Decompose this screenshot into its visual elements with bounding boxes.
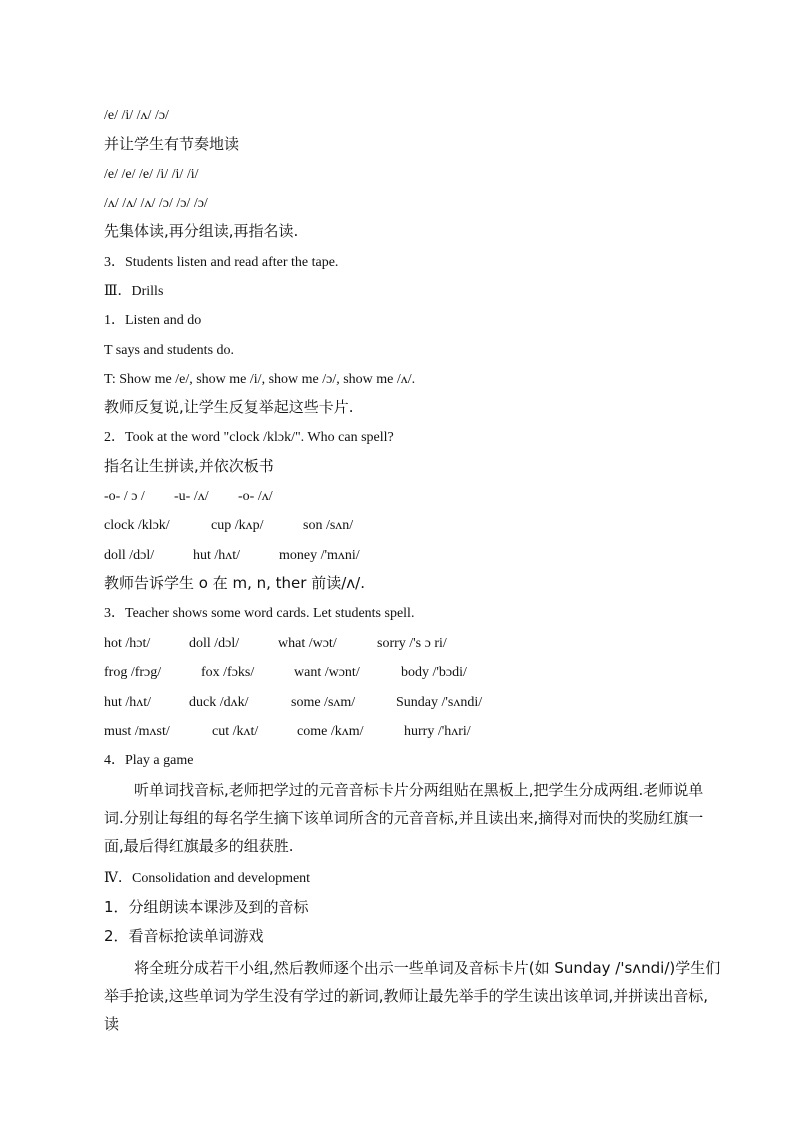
word-cell: hot /hɔt/ xyxy=(104,636,151,651)
word-cell: cup /kʌp/ xyxy=(211,518,264,533)
word-cell: body /'bɔdi/ xyxy=(401,665,467,680)
pattern-cell: -u- /ʌ/ xyxy=(174,489,209,504)
pattern-cell: -o- /ʌ/ xyxy=(238,489,273,504)
word-cell: must /mʌst/ xyxy=(104,724,170,739)
instruction-group-read: 先集体读,再分组读,再指名读. xyxy=(104,222,299,240)
word-cell: duck /dʌk/ xyxy=(189,695,249,710)
phonetic-game-paragraph: 将全班分成若干小组,然后教师逐个出示一些单词及音标卡片(如 Sunday /'sʌndi/)学生们举手抢读,这些单词为学生没有学过的新词,教师让最先举手的学生读出该单词,并拼读出音标,读 xyxy=(104,959,721,1033)
teacher-tell-line: 教师告诉学生 o 在 m, n, ther 前读/ʌ/. xyxy=(104,574,365,592)
show-me-line: T: Show me /e/, show me /i/, show me /ɔ/, show me /ʌ/. xyxy=(104,372,416,387)
pattern-cell: -o- / ɔ / xyxy=(104,489,145,504)
phonetics-line-2: /e/ /e/ /e/ /i/ /i/ /i/ xyxy=(104,167,199,182)
word-cell: want /wɔnt/ xyxy=(294,665,360,680)
word-cell: come /kʌm/ xyxy=(297,724,364,739)
word-cell: hut /hʌt/ xyxy=(104,695,152,710)
phonetics-line-1: /e/ /i/ /ʌ/ /ɔ/ xyxy=(104,108,169,123)
word-cell: doll /dɔl/ xyxy=(104,548,155,563)
step-1-listen-do: 1．Listen and do xyxy=(104,313,202,328)
t-says-line: T says and students do. xyxy=(104,343,235,358)
instruction-rhythm-read: 并让学生有节奏地读 xyxy=(104,135,240,153)
step-3-word-cards: 3．Teacher shows some word cards. Let students spell. xyxy=(104,606,415,621)
step-2-phonetic-game: 2．看音标抢读单词游戏 xyxy=(104,927,264,945)
step-3-listen: 3．Students listen and read after the tape. xyxy=(104,255,339,270)
spell-board-line: 指名让生拼读,并依次板书 xyxy=(104,457,274,475)
word-cell: what /wɔt/ xyxy=(278,636,337,651)
step-2-clock: 2．Took at the word "clock /klɔk/". Who can spell? xyxy=(104,430,394,445)
game-description-paragraph: 听单词找音标,老师把学过的元音音标卡片分两组贴在黑板上,把学生分成两组.老师说单词.分别让每组的每名学生摘下该单词所含的元音音标,并且读出来,摘得对而快的奖励红旗一面,最后得红旗最多的组获胜. xyxy=(104,781,704,855)
word-cell: hurry /'hʌri/ xyxy=(404,724,471,739)
word-cell: doll /dɔl/ xyxy=(189,636,240,651)
word-cell: sorry /'s ɔ ri/ xyxy=(377,636,447,651)
word-cell: fox /fɔks/ xyxy=(201,665,255,680)
word-cell: Sunday /'sʌndi/ xyxy=(396,695,483,710)
word-cell: frog /frɔg/ xyxy=(104,665,162,680)
step-1-group-read: 1．分组朗读本课涉及到的音标 xyxy=(104,898,309,916)
word-cell: money /'mʌni/ xyxy=(279,548,360,563)
word-cell: clock /klɔk/ xyxy=(104,518,170,533)
step-4-play-game: 4．Play a game xyxy=(104,753,194,768)
word-cell: son /sʌn/ xyxy=(303,518,354,533)
phonetics-line-3: /ʌ/ /ʌ/ /ʌ/ /ɔ/ /ɔ/ /ɔ/ xyxy=(104,196,208,211)
word-cell: some /sʌm/ xyxy=(291,695,356,710)
section-iv-heading: Ⅳ．Consolidation and development xyxy=(104,871,311,886)
section-iii-heading: Ⅲ．Drills xyxy=(104,284,164,299)
teacher-repeat-line: 教师反复说,让学生反复举起这些卡片. xyxy=(104,398,354,416)
word-cell: hut /hʌt/ xyxy=(193,548,241,563)
word-cell: cut /kʌt/ xyxy=(212,724,259,739)
